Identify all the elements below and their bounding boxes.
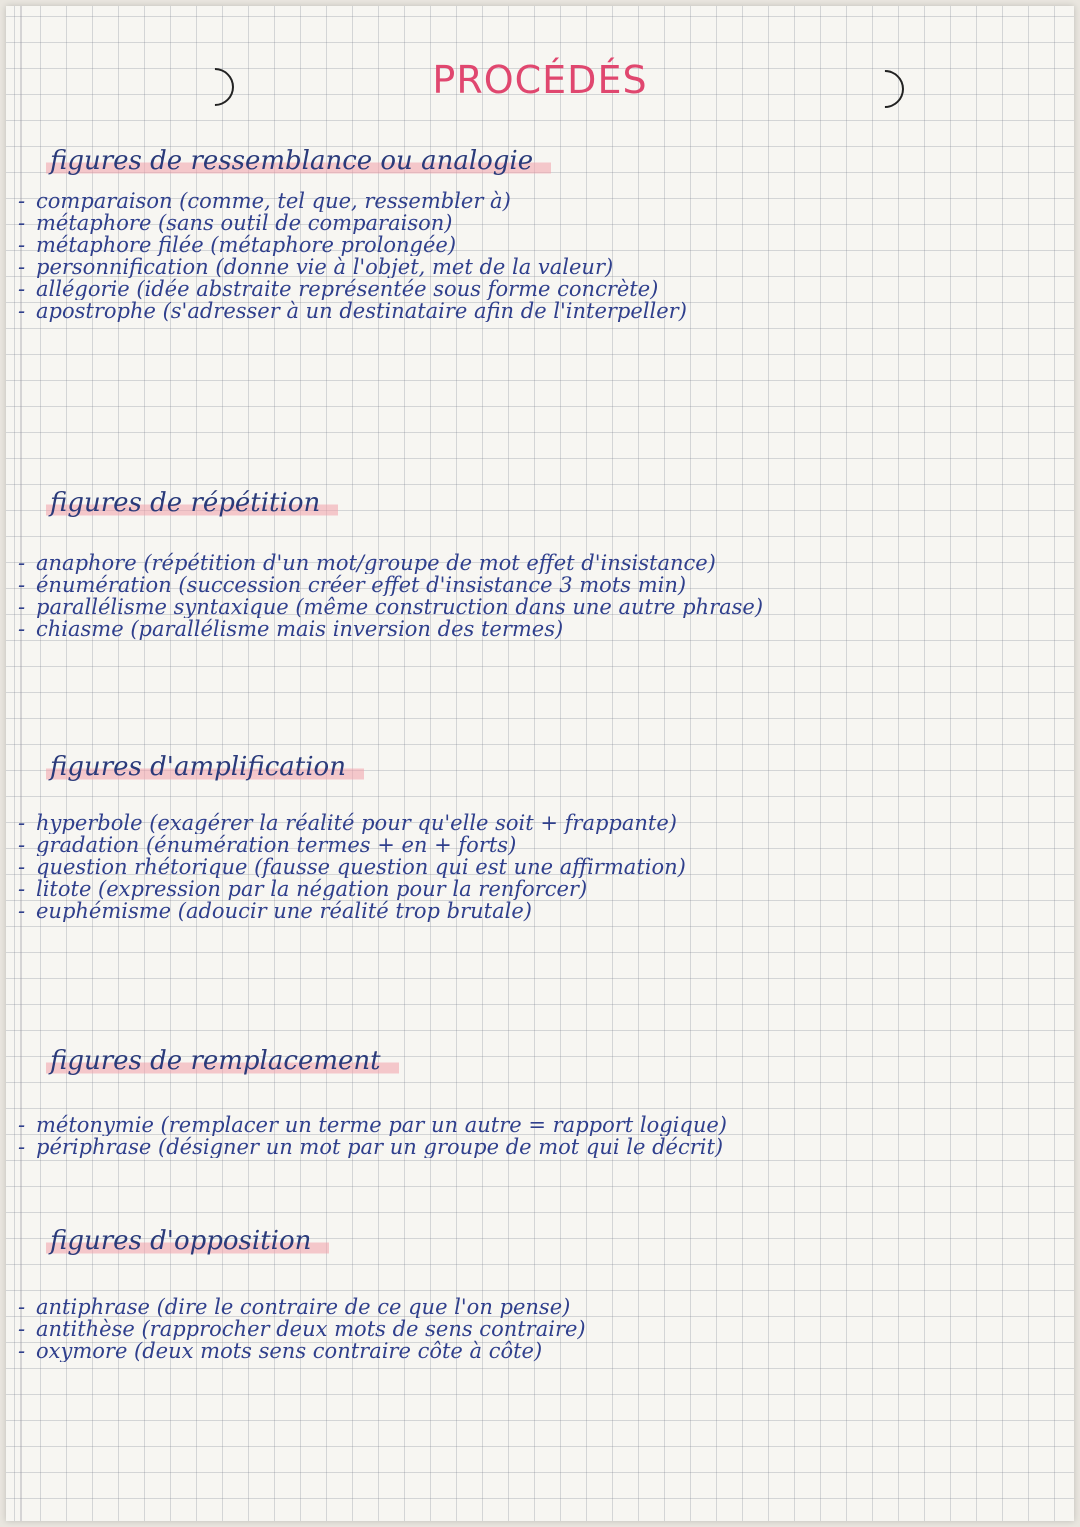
list-item: - antithèse (rapprocher deux mots de sens contraire) [18,1318,586,1340]
section-remplacement [6,1046,1074,1158]
list-item: - métonymie (remplacer un terme par un autre = rapport logique) [18,1114,727,1136]
notebook-page [6,6,1074,1521]
item-list [6,190,1074,322]
item-list [6,1296,1074,1362]
list-item: - parallélisme syntaxique (même construction dans une autre phrase) [18,596,764,618]
item-list [6,1114,1074,1158]
list-item: - gradation (énumération termes + en + forts) [18,834,517,856]
list-item: - personnification (donne vie à l'objet, met de la valeur) [18,256,614,278]
list-item: - oxymore (deux mots sens contraire côte à côte) [18,1340,543,1362]
list-item: - énumération (succession créer effet d'insistance 3 mots min) [18,574,687,596]
list-item: - anaphore (répétition d'un mot/groupe de mot effet d'insistance) [18,552,716,574]
section-opposition [6,1226,1074,1362]
list-item: - allégorie (idée abstraite représentée sous forme concrète) [18,278,659,300]
list-item: - apostrophe (s'adresser à un destinataire afin de l'interpeller) [18,300,687,322]
list-item: - métaphore filée (métaphore prolongée) [18,234,457,256]
list-item: - périphrase (désigner un mot par un groupe de mot qui le décrit) [18,1136,724,1158]
list-item: - chiasme (parallélisme mais inversion des termes) [18,618,564,640]
list-item: - euphémisme (adoucir une réalité trop brutale) [18,900,532,922]
list-item: - métaphore (sans outil de comparaison) [18,212,453,234]
section-heading: figures de ressemblance ou analogie [46,146,551,176]
list-item: - antiphrase (dire le contraire de ce que l'on pense) [18,1296,571,1318]
list-item: - question rhétorique (fausse question qui est une affirmation) [18,856,686,878]
section-amplification [6,752,1074,922]
list-item: - litote (expression par la négation pour la renforcer) [18,878,588,900]
section-heading: figures d'amplification [46,752,364,782]
section-ressemblance [6,146,1074,322]
section-heading: figures d'opposition [46,1226,329,1256]
page-title: PROCÉDÉS [432,58,648,102]
section-heading: figures de répétition [46,488,338,518]
section-repetition [6,488,1074,640]
list-item: - hyperbole (exagérer la réalité pour qu'elle soit + frappante) [18,812,677,834]
item-list [6,552,1074,640]
section-heading: figures de remplacement [46,1046,399,1076]
list-item: - comparaison (comme, tel que, ressembler à) [18,190,511,212]
item-list [6,812,1074,922]
